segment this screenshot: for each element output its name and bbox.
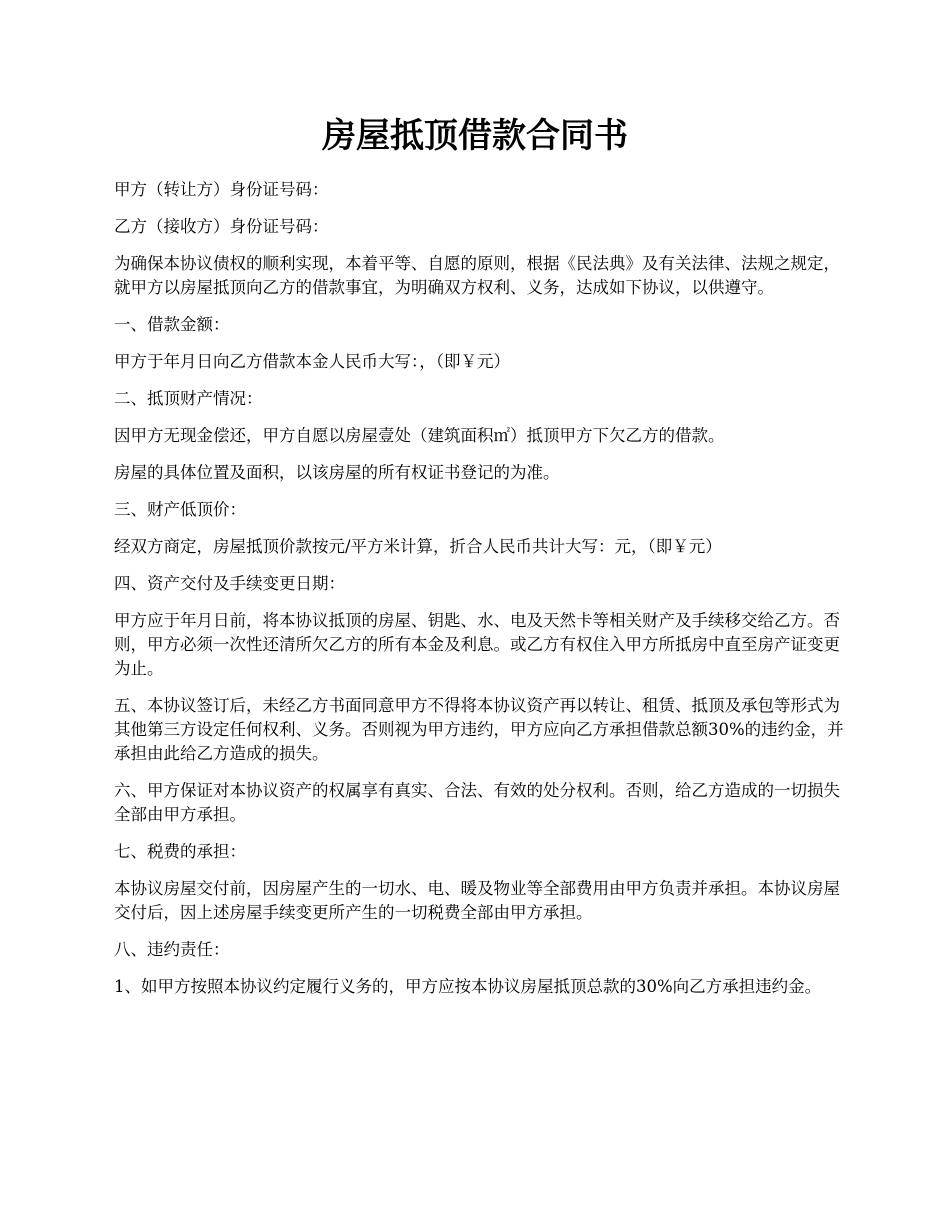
paragraph-offset-price: 经双方商定，房屋抵顶价款按元/平方米计算，折合人民币共计大写：元，（即￥元） [114, 537, 722, 556]
paragraph-clause-five: 五、本协议签订后，未经乙方书面同意甲方不得将本协议资产再以转让、租赁、抵顶及承包等形式为其他第三方设定任何权利、义务。否则视为甲方违约，甲方应向乙方承担借款总额30%的违约金，并承担由此给乙方造成的损失。 [114, 696, 844, 763]
paragraph-loan-amount: 甲方于年月日向乙方借款本金人民币大写：，（即￥元） [114, 352, 510, 371]
paragraph-clause-six: 六、甲方保证对本协议资产的权属享有真实、合法、有效的处分权利。否则，给乙方造成的一切损失全部由甲方承担。 [114, 781, 840, 824]
paragraph-delivery: 甲方应于年月日前，将本协议抵顶的房屋、钥匙、水、电及天然卡等相关财产及手续移交给乙方。否则，甲方必须一次性还清所欠乙方的所有本金及利息。或乙方有权住入甲方所抵房中直至房产证变更为止。 [114, 611, 840, 678]
heading-loan-amount: 一、借款金额： [114, 315, 230, 334]
paragraph-liability-1: 1、如甲方按照本协议约定履行义务的，甲方应按本协议房屋抵顶总款的30%向乙方承担违约金。 [114, 977, 822, 996]
paragraph-party-a: 甲方（转让方）身份证号码： [114, 180, 329, 199]
document-title: 房屋抵顶借款合同书 [322, 116, 628, 156]
document-body [114, 178, 844, 1012]
heading-liability: 八、违约责任： [114, 940, 230, 959]
heading-taxes: 七、税费的承担： [114, 842, 246, 861]
paragraph-taxes: 本协议房屋交付前，因房屋产生的一切水、电、暖及物业等全部费用由甲方负责并承担。本协议房屋交付后，因上述房屋手续变更所产生的一切税费全部由甲方承担。 [114, 879, 840, 922]
paragraph-property-location: 房屋的具体位置及面积，以该房屋的所有权证书登记的为准。 [114, 463, 560, 482]
heading-offset-price: 三、财产低顶价： [114, 500, 246, 519]
paragraph-party-b: 乙方（接收方）身份证号码： [114, 217, 329, 236]
paragraph-preamble: 为确保本协议债权的顺利实现，本着平等、自愿的原则，根据《民法典》及有关法律、法规之规定，就甲方以房屋抵顶向乙方的借款事宜，为明确双方权利、义务，达成如下协议，以供遵守。 [114, 254, 840, 297]
paragraph-property-offset: 因甲方无现金偿还，甲方自愿以房屋壹处（建筑面积㎡）抵顶甲方下欠乙方的借款。 [114, 426, 725, 445]
heading-property-situation: 二、抵顶财产情况： [114, 389, 263, 408]
heading-delivery-date: 四、资产交付及手续变更日期： [114, 574, 345, 593]
